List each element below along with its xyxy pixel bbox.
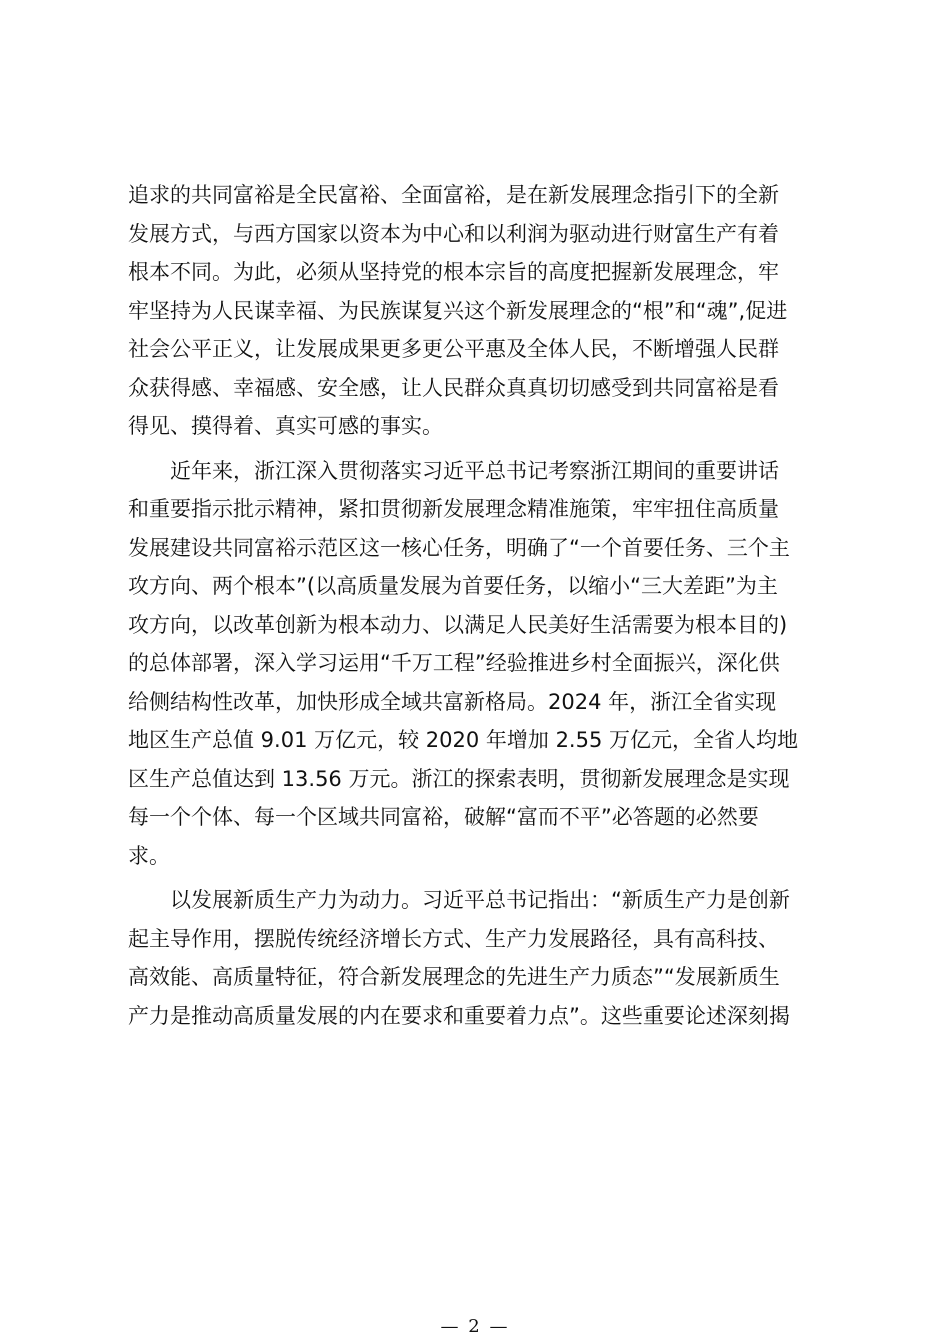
text-line: 以发展新质生产力为动力。习近平总书记指出：“新质生产力是创新	[170, 888, 790, 912]
text-line: 追求的共同富裕是全民富裕、全面富裕，是在新发展理念指引下的全新	[128, 183, 779, 207]
text-line: 区生产总值达到 13.56 万元。浙江的探索表明，贯彻新发展理念是实现	[128, 766, 790, 791]
text-line: 每一个个体、每一个区域共同富裕，破解“富而不平”必答题的必然要	[128, 805, 759, 829]
paragraph-1	[128, 176, 834, 446]
text-line: 产力是推动高质量发展的内在要求和重要着力点”。这些重要论述深刻揭	[128, 1003, 790, 1028]
text-line: 高效能、高质量特征，符合新发展理念的先进生产力质态”“发展新质生	[128, 965, 780, 989]
text-line: 求。	[128, 843, 170, 868]
text-line: 和重要指示批示精神，紧扣贯彻新发展理念精准施策，牢牢扭住高质量	[128, 497, 779, 521]
text-line: 攻方向，以改革创新为根本动力、以满足人民美好生活需要为根本目的)	[128, 612, 788, 637]
text-line: 众获得感、幸福感、安全感，让人民群众真真切切感受到共同富裕是看	[128, 375, 779, 400]
text-line: 根本不同。为此，必须从坚持党的根本宗旨的高度把握新发展理念，牢	[128, 260, 779, 284]
text-line: 起主导作用，摆脱传统经济增长方式、生产力发展路径，具有高科技、	[128, 926, 779, 951]
text-line: 给侧结构性改革，加快形成全域共富新格局。2024 年，浙江全省实现	[128, 689, 777, 714]
text-line: 攻方向、两个根本”(以高质量发展为首要任务，以缩小“三大差距”为主	[128, 574, 778, 598]
text-line: 的总体部署，深入学习运用“千万工程”经验推进乡村全面振兴，深化供	[128, 651, 780, 675]
text-line: 发展建设共同富裕示范区这一核心任务，明确了“一个首要任务、三个主	[128, 535, 790, 560]
text-line: 发展方式，与西方国家以资本为中心和以利润为驱动进行财富生产有着	[128, 221, 779, 246]
paragraph-3	[128, 881, 834, 1035]
text-line: 社会公平正义，让发展成果更多更公平惠及全体人民，不断增强人民群	[128, 337, 779, 361]
text-line: 地区生产总值 9.01 万亿元，较 2020 年增加 2.55 万亿元，全省人均地	[128, 728, 799, 752]
text-line: 近年来，浙江深入贯彻落实习近平总书记考察浙江期间的重要讲话	[170, 458, 779, 483]
text-line: 牢坚持为人民谋幸福、为民族谋复兴这个新发展理念的“根”和“魂”,促进	[128, 298, 788, 323]
text-line: 得见、摸得着、真实可感的事实。	[128, 414, 443, 438]
paragraph-2	[128, 452, 834, 876]
body-text	[128, 176, 834, 1035]
page-number: — 2 —	[440, 1316, 510, 1337]
